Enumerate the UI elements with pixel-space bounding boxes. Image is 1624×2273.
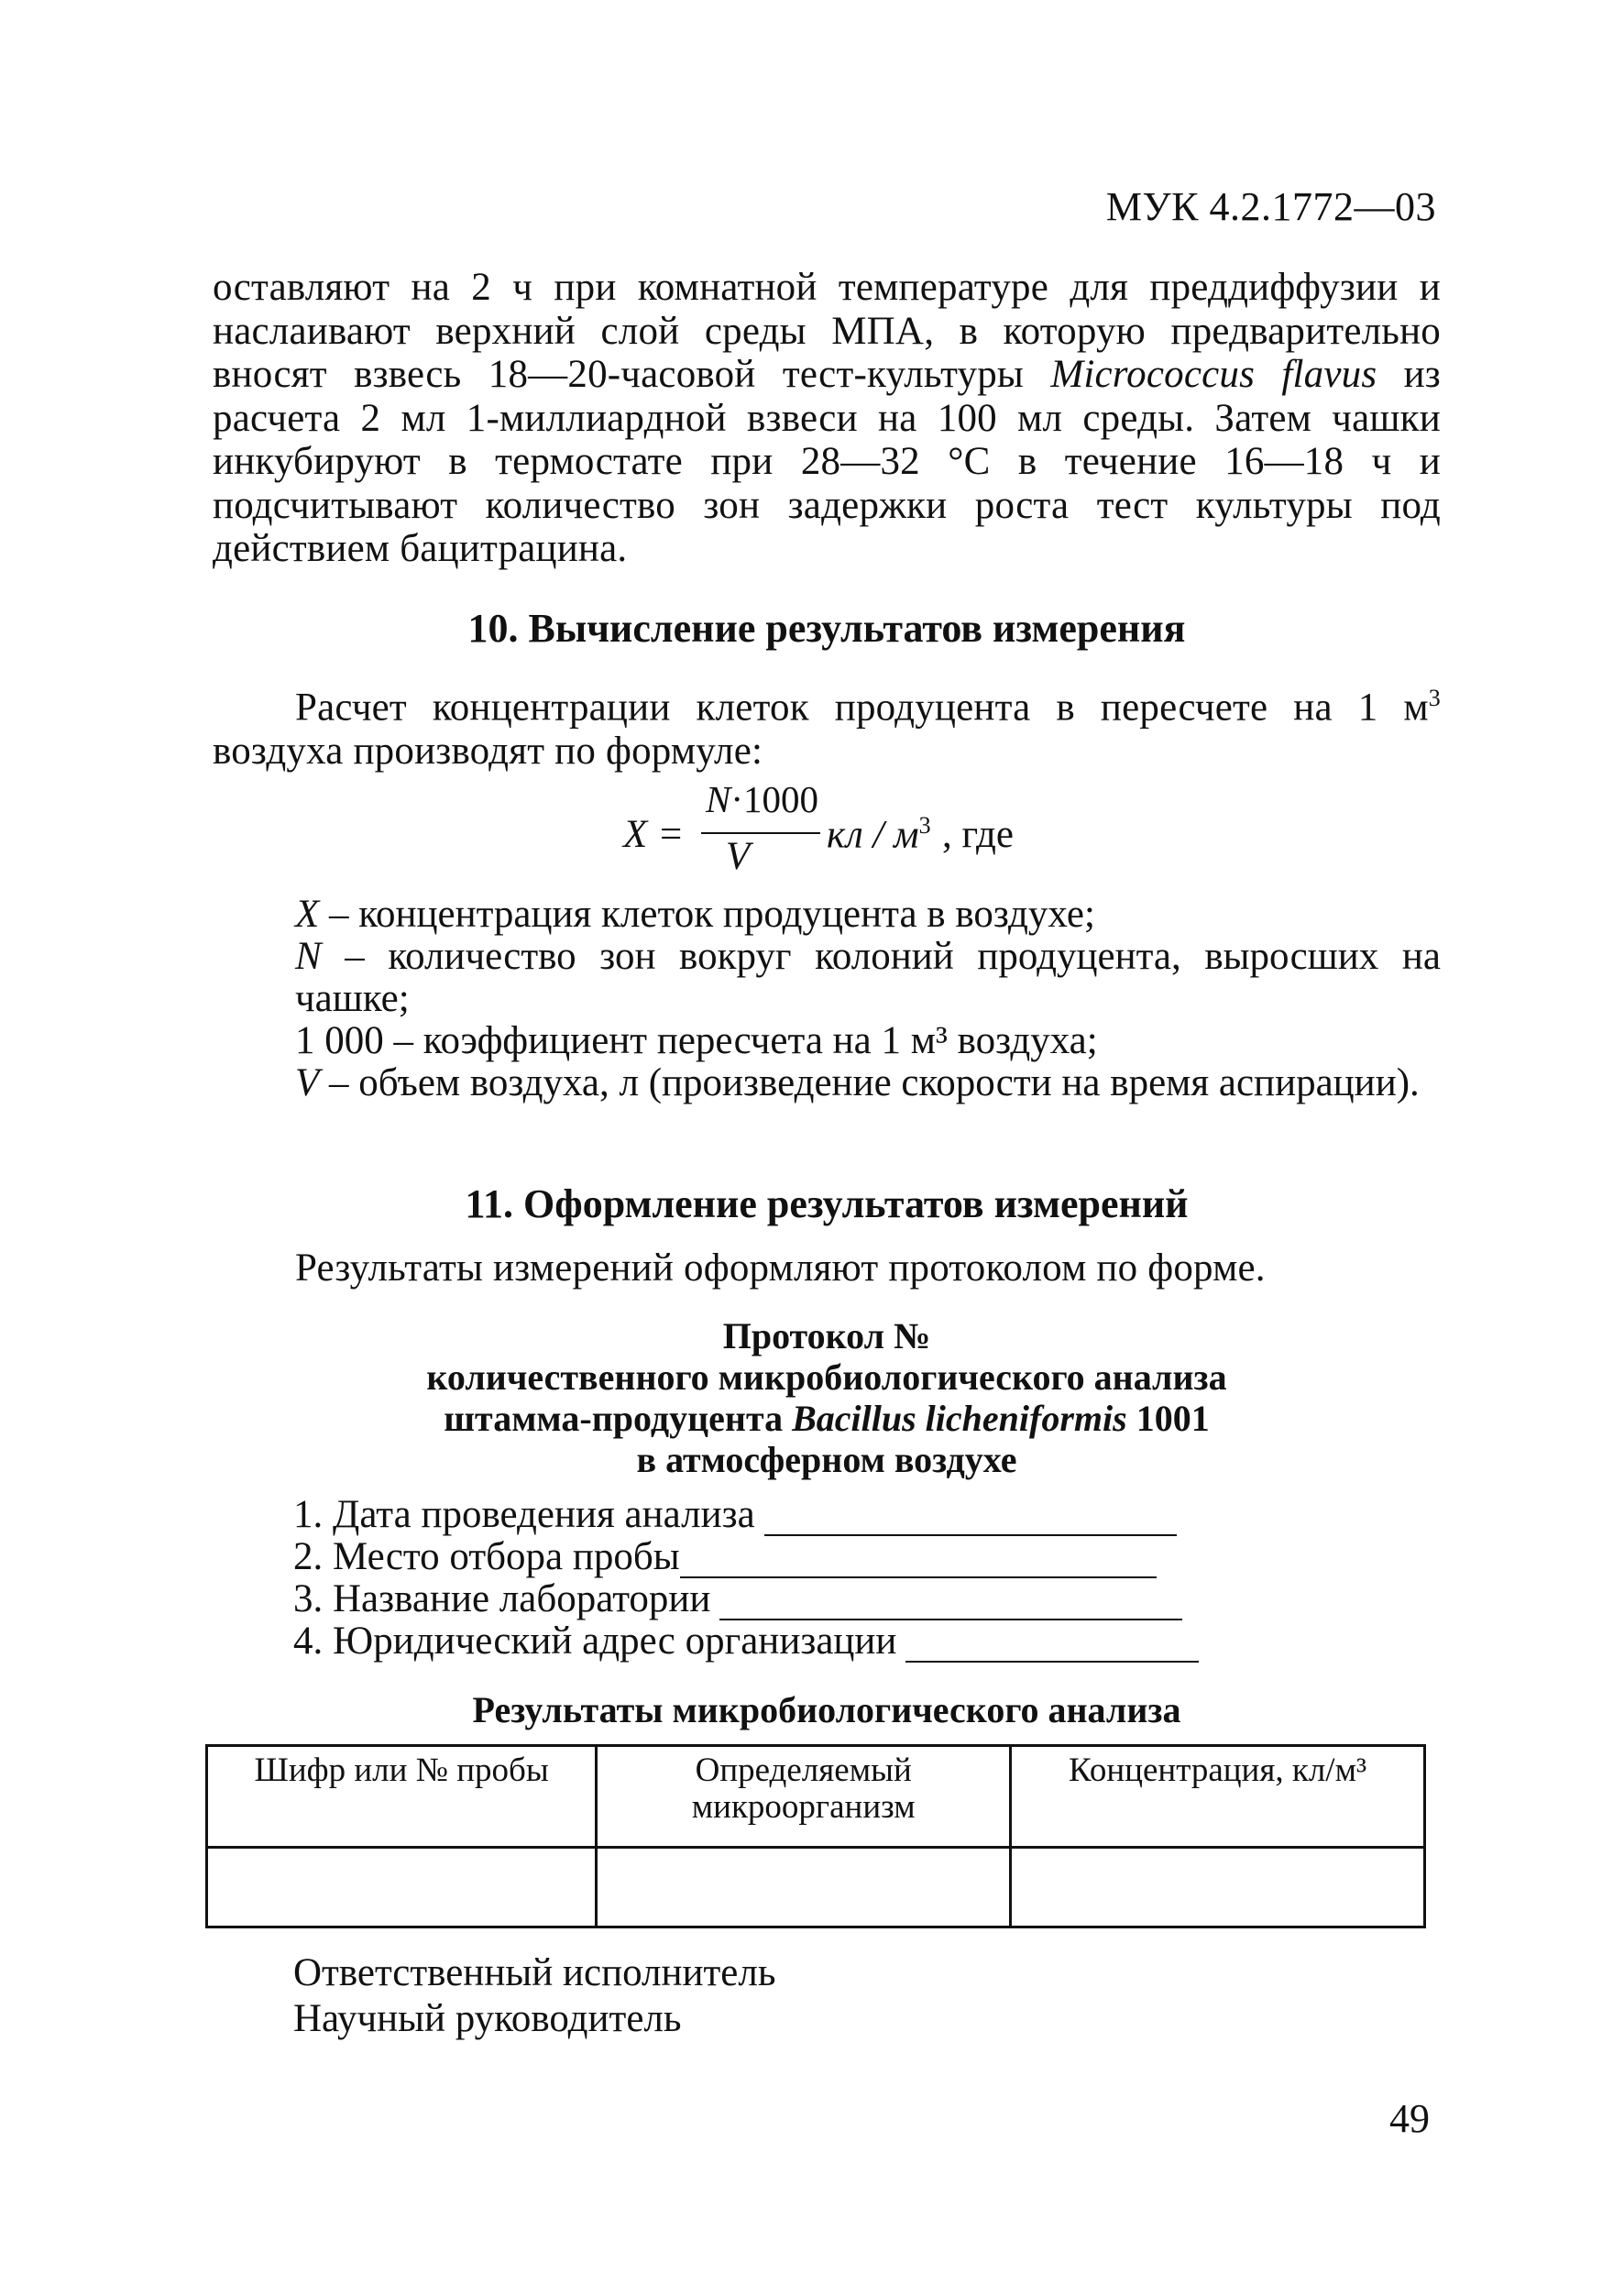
blank-line[interactable] <box>719 1587 1182 1620</box>
page-number: 49 <box>1389 2096 1430 2141</box>
signature-block <box>293 1950 775 2042</box>
signature-executor: Ответственный исполнитель <box>293 1951 776 1994</box>
protocol-form-fields <box>293 1494 1199 1663</box>
column-header: Шифр или № пробы <box>207 1746 597 1848</box>
table-cell[interactable] <box>207 1848 597 1927</box>
results-table <box>205 1744 1426 1928</box>
section-11-text: Результаты измерений оформляют протоколом по форме. <box>295 1246 1266 1290</box>
formula-denominator: V <box>725 835 751 878</box>
table-row <box>207 1848 1425 1927</box>
blank-line[interactable] <box>905 1630 1199 1663</box>
blank-line[interactable] <box>764 1503 1177 1536</box>
definition-v: V – объем воздуха, л (произведение скорости на время аспирации). <box>295 1061 1420 1104</box>
form-field-lab: 3. Название лаборатории <box>293 1578 1199 1620</box>
document-code: МУК 4.2.1772—03 <box>1105 184 1436 229</box>
intro-paragraph: оставляют на 2 ч при комнатной температуре для преддиффузии и наслаивают верхний слой среды МПА, в которую предварительно вносят взвесь 18—20-часовой тест-культуры Micrococcus flavus из расчета 2 мл 1-миллиардной взвеси на 100 мл среды. Затем чашки инкубируют в термостате при 28—32 °С в течение 16—18 ч и подсчитывают количество зон задержки роста тест культуры под действием бацитрацина. <box>213 266 1441 570</box>
signature-supervisor: Научный руководитель <box>293 1997 682 2040</box>
definition-n: N – количество зон вокруг колоний продуцента, выросших на чашке; <box>295 935 1441 1020</box>
table-cell[interactable] <box>597 1848 1011 1927</box>
column-header: Концентрация, кл/м³ <box>1011 1746 1425 1848</box>
formula-unit: кл / $м^3$ <box>827 812 931 857</box>
table-cell[interactable] <box>1011 1848 1425 1927</box>
organism-name: Micrococcus flavus <box>1050 353 1377 396</box>
results-table-title: Результаты микробиологического анализа <box>472 1689 1181 1730</box>
section-10-heading: 10. Вычисление результатов измерения <box>467 606 1186 651</box>
formula-equals: = <box>660 813 683 856</box>
formula-lhs: X <box>623 813 648 856</box>
form-field-date: 1. Дата проведения анализа <box>293 1494 1199 1536</box>
species-name: Bacillus licheniformis <box>792 1398 1127 1439</box>
definition-x: X – концентрация клеток продуцента в воздухе; <box>295 893 1095 936</box>
formula-numerator: N·1000 <box>706 778 819 820</box>
section-10-text: Расчет концентрации клеток продуцента в пересчете на 1 $м^3$ воздуха производят по формуле: <box>213 685 1441 773</box>
column-header: Определяемый микроорганизм <box>597 1746 1011 1848</box>
section-11-heading: 11. Оформление результатов измерений <box>465 1181 1189 1226</box>
form-field-place: 2. Место отбора пробы <box>293 1536 1199 1578</box>
formula-definitions <box>213 894 1441 1104</box>
definition-1000: 1 000 – коэффициент пересчета на 1 м³ воздуха; <box>295 1019 1098 1062</box>
blank-line[interactable] <box>680 1545 1157 1578</box>
table-header-row <box>207 1746 1425 1848</box>
form-field-address: 4. Юридический адрес организации <box>293 1620 1199 1663</box>
formula-suffix: , где <box>942 813 1014 856</box>
protocol-title: Протокол № количественного микробиологического анализа штамма-продуцента Bacillus licheniformis 1001 в атмосферном воздухе <box>426 1315 1227 1480</box>
